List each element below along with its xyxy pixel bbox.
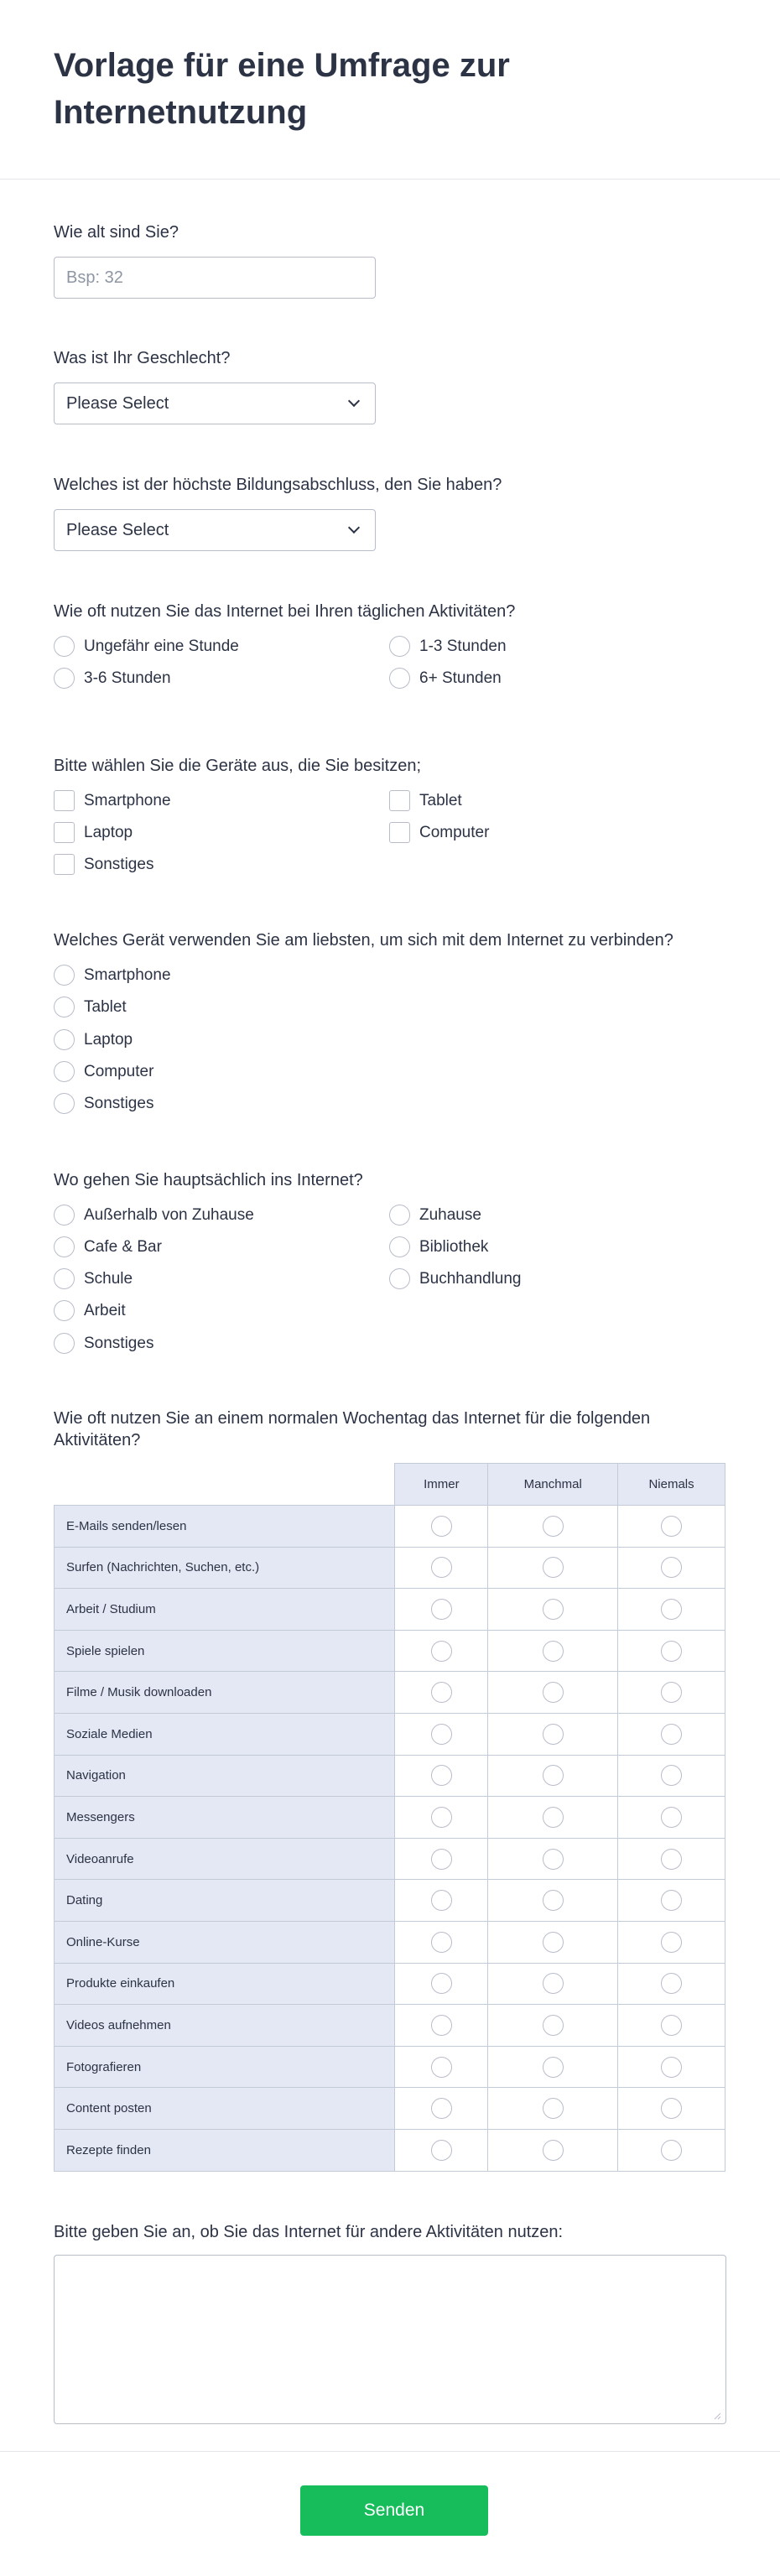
matrix-row (55, 1755, 725, 1797)
question-age-label: Wie alt sind Sie? (54, 223, 179, 242)
location-option[interactable] (54, 1205, 254, 1226)
matrix-cell[interactable] (395, 1713, 488, 1755)
education-select[interactable] (54, 509, 376, 551)
matrix-cell[interactable] (618, 1755, 725, 1797)
matrix-cell[interactable] (618, 1589, 725, 1631)
matrix-row (55, 1921, 725, 1963)
option-label: Computer (419, 823, 490, 841)
matrix-cell[interactable] (395, 1506, 488, 1548)
device-option[interactable] (54, 822, 133, 843)
option-label: 3-6 Stunden (84, 669, 171, 687)
radio-button[interactable] (431, 1765, 452, 1786)
matrix-column-header: Manchmal (488, 1464, 618, 1506)
device-option[interactable] (389, 822, 489, 843)
matrix-cell[interactable] (618, 2088, 725, 2130)
chevron-down-icon (348, 395, 360, 407)
radio-button[interactable] (431, 1557, 452, 1578)
radio-button[interactable] (661, 1599, 682, 1620)
matrix-cell[interactable] (618, 1547, 725, 1589)
radio-button[interactable] (431, 1849, 452, 1870)
radio-button[interactable] (389, 1236, 410, 1257)
matrix-row (55, 2005, 725, 2047)
radio-button[interactable] (661, 2057, 682, 2078)
radio-button[interactable] (54, 1029, 75, 1050)
location-option[interactable] (389, 1205, 481, 1226)
radio-button[interactable] (661, 1890, 682, 1911)
matrix-row-label: Soziale Medien (55, 1713, 395, 1755)
radio-button[interactable] (54, 997, 75, 1017)
matrix-cell[interactable] (618, 2046, 725, 2088)
location-option[interactable] (54, 1236, 162, 1257)
question-favorite-device (54, 929, 726, 951)
matrix-cell[interactable] (395, 1589, 488, 1631)
matrix-cell[interactable] (395, 2046, 488, 2088)
option-label: Arbeit (84, 1301, 126, 1319)
option-label: Tablet (419, 791, 462, 809)
favorite-device-option[interactable] (54, 997, 127, 1017)
matrix-row (55, 2046, 725, 2088)
radio-button[interactable] (661, 1849, 682, 1870)
matrix-cell[interactable] (618, 2005, 725, 2047)
form-title: Vorlage für eine Umfrage zur Internetnutzung (54, 47, 510, 131)
option-label: Zuhause (419, 1205, 481, 1224)
question-location (54, 1169, 726, 1191)
matrix-cell[interactable] (618, 1921, 725, 1963)
radio-button[interactable] (54, 668, 75, 689)
matrix-row-label: Dating (55, 1880, 395, 1922)
matrix-row-label: Filme / Musik downloaden (55, 1672, 395, 1714)
matrix-row-label: Rezepte finden (55, 2129, 395, 2171)
device-option[interactable] (54, 790, 171, 811)
matrix-cell[interactable] (488, 1713, 618, 1755)
radio-button[interactable] (54, 965, 75, 986)
question-gender (54, 347, 726, 369)
radio-button[interactable] (431, 2098, 452, 2119)
matrix-cell[interactable] (488, 1630, 618, 1672)
radio-button[interactable] (543, 1641, 564, 1662)
location-option[interactable] (54, 1268, 133, 1289)
radio-button[interactable] (661, 2098, 682, 2119)
matrix-cell[interactable] (488, 1547, 618, 1589)
question-education-label: Welches ist der höchste Bildungsabschluss, den Sie haben? (54, 476, 502, 494)
option-label: Tablet (84, 997, 127, 1016)
option-label: 6+ Stunden (419, 669, 502, 687)
matrix-cell[interactable] (618, 1630, 725, 1672)
matrix-cell[interactable] (488, 2088, 618, 2130)
matrix-cell[interactable] (395, 1797, 488, 1839)
matrix-cell[interactable] (488, 1797, 618, 1839)
matrix-row (55, 1838, 725, 1880)
radio-button[interactable] (54, 1333, 75, 1354)
radio-button[interactable] (543, 2140, 564, 2161)
radio-button[interactable] (431, 1724, 452, 1745)
matrix-corner (55, 1464, 395, 1506)
radio-button[interactable] (661, 1932, 682, 1953)
matrix-row-label: Arbeit / Studium (55, 1589, 395, 1631)
radio-button[interactable] (543, 1932, 564, 1953)
submit-button[interactable]: Senden (300, 2485, 488, 2536)
age-input[interactable] (54, 257, 376, 299)
matrix-cell[interactable] (488, 2129, 618, 2171)
matrix-row-label: Surfen (Nachrichten, Suchen, etc.) (55, 1547, 395, 1589)
matrix-cell[interactable] (488, 2005, 618, 2047)
chevron-down-icon (348, 522, 360, 533)
option-label: Buchhandlung (419, 1269, 522, 1288)
radio-button[interactable] (543, 2057, 564, 2078)
matrix-cell[interactable] (488, 2046, 618, 2088)
matrix-cell[interactable] (488, 1672, 618, 1714)
radio-button[interactable] (661, 1682, 682, 1703)
matrix-row (55, 1589, 725, 1631)
radio-button[interactable] (431, 1599, 452, 1620)
matrix-row-label: Videoanrufe (55, 1838, 395, 1880)
matrix-cell[interactable] (488, 1506, 618, 1548)
matrix-cell[interactable] (395, 1880, 488, 1922)
matrix-row (55, 2129, 725, 2171)
matrix-cell[interactable] (618, 1963, 725, 2005)
matrix-cell[interactable] (395, 2005, 488, 2047)
daily-usage-option[interactable] (389, 668, 502, 689)
matrix-column-header: Immer (395, 1464, 488, 1506)
question-matrix-label: Wie oft nutzen Sie an einem normalen Wochentag das Internet für die folgenden Aktivitäten? (54, 1409, 651, 1449)
matrix-row (55, 2088, 725, 2130)
favorite-device-option[interactable] (54, 1029, 133, 1050)
favorite-device-option[interactable] (54, 1061, 153, 1082)
option-label: Sonstiges (84, 1094, 154, 1112)
option-label: Sonstiges (84, 1334, 154, 1352)
matrix-row (55, 1880, 725, 1922)
option-label: 1-3 Stunden (419, 637, 507, 655)
matrix-cell[interactable] (618, 2129, 725, 2171)
matrix-cell[interactable] (395, 1630, 488, 1672)
matrix-row-label: Fotografieren (55, 2046, 395, 2088)
radio-button[interactable] (543, 1765, 564, 1786)
checkbox[interactable] (389, 790, 410, 811)
question-gender-label: Was ist Ihr Geschlecht? (54, 349, 231, 367)
matrix-row (55, 1672, 725, 1714)
matrix-cell[interactable] (395, 1921, 488, 1963)
matrix-cell[interactable] (395, 1755, 488, 1797)
radio-button[interactable] (54, 636, 75, 657)
matrix-cell[interactable] (618, 1838, 725, 1880)
question-education (54, 474, 726, 496)
matrix-cell[interactable] (488, 1755, 618, 1797)
radio-button[interactable] (661, 1765, 682, 1786)
form-footer (0, 2451, 780, 2576)
option-label: Ungefähr eine Stunde (84, 637, 239, 655)
question-location-label: Wo gehen Sie hauptsächlich ins Internet? (54, 1171, 363, 1189)
radio-button[interactable] (543, 2015, 564, 2036)
matrix-cell[interactable] (395, 2088, 488, 2130)
question-favorite-device-label: Welches Gerät verwenden Sie am liebsten, um sich mit dem Internet zu verbinden? (54, 931, 673, 950)
radio-button[interactable] (389, 636, 410, 657)
option-label: Laptop (84, 823, 133, 841)
radio-button[interactable] (661, 2015, 682, 2036)
radio-button[interactable] (389, 1205, 410, 1226)
matrix-cell[interactable] (618, 1880, 725, 1922)
question-daily-usage (54, 601, 726, 622)
radio-button[interactable] (431, 1641, 452, 1662)
matrix-column-header: Niemals (618, 1464, 725, 1506)
matrix-cell[interactable] (488, 1963, 618, 2005)
question-other (54, 2221, 726, 2243)
radio-button[interactable] (431, 1932, 452, 1953)
radio-button[interactable] (661, 1724, 682, 1745)
education-select-value: Please Select (66, 520, 169, 539)
favorite-device-option[interactable] (54, 1093, 153, 1114)
matrix-body (55, 1506, 725, 2172)
radio-button[interactable] (389, 1268, 410, 1289)
matrix-row-label: Spiele spielen (55, 1630, 395, 1672)
other-activities-textarea[interactable] (54, 2255, 726, 2424)
option-label: Laptop (84, 1030, 133, 1049)
matrix-cell[interactable] (395, 1672, 488, 1714)
radio-button[interactable] (431, 1516, 452, 1537)
option-label: Sonstiges (84, 855, 154, 873)
daily-usage-option[interactable] (54, 668, 171, 689)
location-option[interactable] (54, 1300, 126, 1321)
radio-button[interactable] (543, 1599, 564, 1620)
favorite-device-option[interactable] (54, 965, 171, 986)
matrix-cell[interactable] (395, 1838, 488, 1880)
checkbox[interactable] (54, 854, 75, 875)
gender-select-value: Please Select (66, 393, 169, 413)
radio-button[interactable] (543, 2098, 564, 2119)
matrix-row-label: Produkte einkaufen (55, 1963, 395, 2005)
option-label: Computer (84, 1062, 154, 1080)
question-devices-label: Bitte wählen Sie die Geräte aus, die Sie besitzen; (54, 757, 422, 775)
radio-button[interactable] (543, 1682, 564, 1703)
radio-button[interactable] (543, 1516, 564, 1537)
matrix-row (55, 1963, 725, 2005)
matrix-cell[interactable] (618, 1797, 725, 1839)
matrix-cell[interactable] (488, 1921, 618, 1963)
location-option[interactable] (389, 1268, 522, 1289)
radio-button[interactable] (543, 1724, 564, 1745)
question-age (54, 221, 726, 243)
daily-usage-option[interactable] (54, 636, 239, 657)
radio-button[interactable] (543, 1890, 564, 1911)
gender-select[interactable] (54, 382, 376, 424)
matrix-row-label: Online-Kurse (55, 1921, 395, 1963)
device-option[interactable] (54, 854, 153, 875)
checkbox[interactable] (54, 790, 75, 811)
question-devices (54, 755, 726, 777)
matrix-cell[interactable] (395, 2129, 488, 2171)
matrix-cell[interactable] (488, 1838, 618, 1880)
device-option[interactable] (389, 790, 462, 811)
matrix-row (55, 1547, 725, 1589)
radio-button[interactable] (54, 1205, 75, 1226)
matrix-cell[interactable] (618, 1672, 725, 1714)
form-header (0, 0, 780, 180)
radio-button[interactable] (661, 1516, 682, 1537)
radio-button[interactable] (431, 1890, 452, 1911)
location-option[interactable] (54, 1333, 153, 1354)
radio-button[interactable] (431, 2140, 452, 2161)
radio-button[interactable] (54, 1300, 75, 1321)
radio-button[interactable] (661, 2140, 682, 2161)
option-label: Cafe & Bar (84, 1237, 162, 1256)
activity-matrix (54, 1463, 725, 2172)
matrix-row (55, 1713, 725, 1755)
matrix-row-label: E-Mails senden/lesen (55, 1506, 395, 1548)
radio-button[interactable] (431, 1682, 452, 1703)
option-label: Smartphone (84, 791, 171, 809)
question-matrix (54, 1408, 726, 1451)
location-option[interactable] (389, 1236, 488, 1257)
daily-usage-option[interactable] (389, 636, 507, 657)
checkbox[interactable] (389, 822, 410, 843)
option-label: Schule (84, 1269, 133, 1288)
matrix-cell[interactable] (395, 1963, 488, 2005)
radio-button[interactable] (661, 1807, 682, 1828)
radio-button[interactable] (661, 1973, 682, 1994)
radio-button[interactable] (543, 1807, 564, 1828)
question-daily-usage-label: Wie oft nutzen Sie das Internet bei Ihren täglichen Aktivitäten? (54, 602, 516, 621)
matrix-row-label: Videos aufnehmen (55, 2005, 395, 2047)
matrix-row (55, 1797, 725, 1839)
radio-button[interactable] (661, 1557, 682, 1578)
matrix-cell[interactable] (395, 1547, 488, 1589)
radio-button[interactable] (661, 1641, 682, 1662)
radio-button[interactable] (54, 1236, 75, 1257)
radio-button[interactable] (431, 1973, 452, 1994)
radio-button[interactable] (543, 1973, 564, 1994)
matrix-row-label: Navigation (55, 1755, 395, 1797)
matrix-cell[interactable] (618, 1713, 725, 1755)
resize-grip-icon[interactable] (713, 2412, 721, 2420)
matrix-row (55, 1630, 725, 1672)
radio-button[interactable] (431, 2057, 452, 2078)
option-label: Außerhalb von Zuhause (84, 1205, 254, 1224)
radio-button[interactable] (431, 2015, 452, 2036)
radio-button[interactable] (431, 1807, 452, 1828)
radio-button[interactable] (543, 1849, 564, 1870)
checkbox[interactable] (54, 822, 75, 843)
option-label: Bibliothek (419, 1237, 489, 1256)
radio-button[interactable] (54, 1061, 75, 1082)
matrix-row-label: Content posten (55, 2088, 395, 2130)
radio-button[interactable] (389, 668, 410, 689)
matrix-cell[interactable] (618, 1506, 725, 1548)
matrix-row (55, 1506, 725, 1548)
matrix-cell[interactable] (488, 1880, 618, 1922)
radio-button[interactable] (54, 1093, 75, 1114)
radio-button[interactable] (543, 1557, 564, 1578)
option-label: Smartphone (84, 965, 171, 984)
matrix-row-label: Messengers (55, 1797, 395, 1839)
question-other-label: Bitte geben Sie an, ob Sie das Internet für andere Aktivitäten nutzen: (54, 2223, 564, 2241)
matrix-cell[interactable] (488, 1589, 618, 1631)
radio-button[interactable] (54, 1268, 75, 1289)
